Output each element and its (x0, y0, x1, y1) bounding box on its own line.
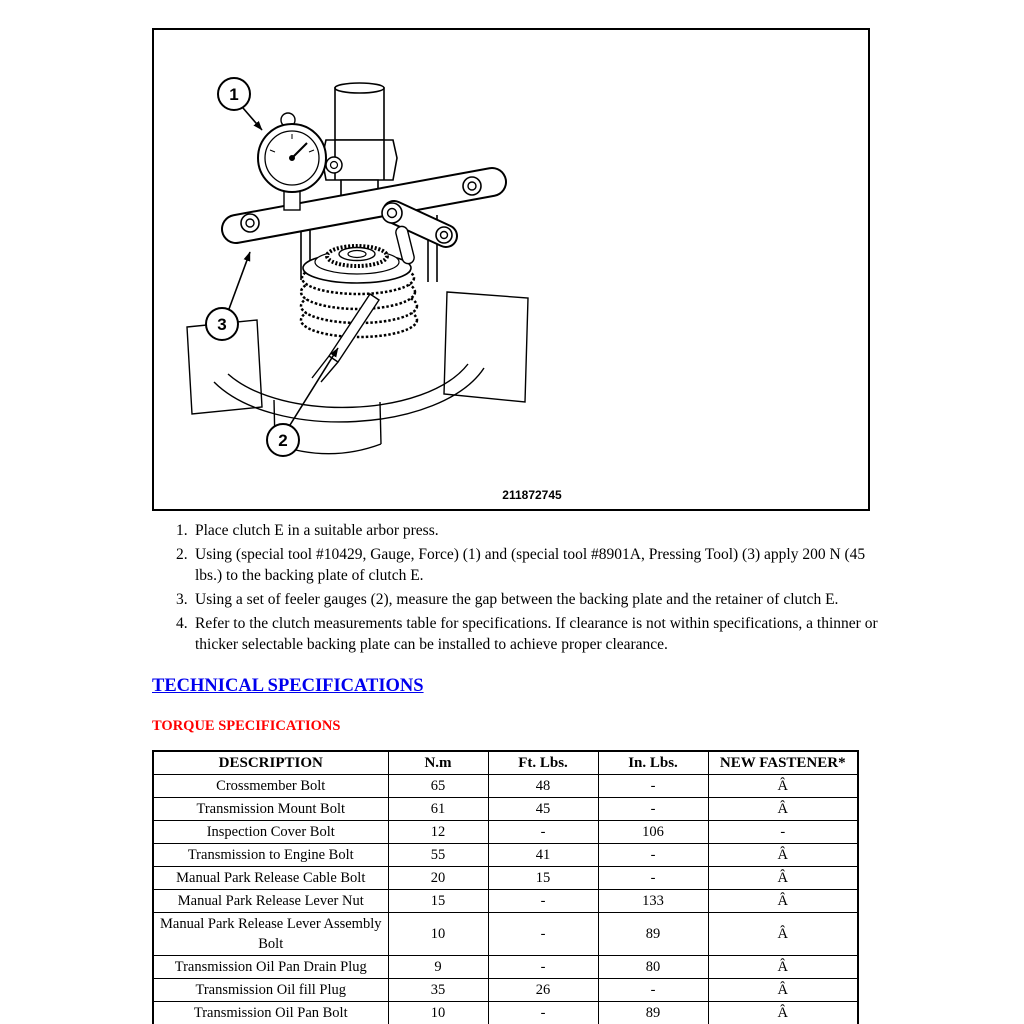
table-cell: 61 (388, 798, 488, 821)
column-header-inlbs: In. Lbs. (598, 751, 708, 775)
callout-1-arrow (243, 108, 262, 130)
column-header-description: DESCRIPTION (153, 751, 388, 775)
torque-specifications-table (152, 750, 859, 1024)
table-row (153, 867, 858, 890)
table-cell: - (488, 1002, 598, 1024)
table-cell: 133 (598, 890, 708, 913)
table-cell: Â (708, 775, 858, 798)
force-gauge (258, 113, 342, 210)
step-number: 1. (176, 522, 188, 539)
table-cell: 20 (388, 867, 488, 890)
table-cell: - (488, 821, 598, 844)
table-row (153, 798, 858, 821)
table-header-row (153, 751, 858, 775)
table-row (153, 890, 858, 913)
table-cell: - (598, 844, 708, 867)
table-cell: 89 (598, 913, 708, 956)
table-cell: - (598, 867, 708, 890)
figure-clutch-press (152, 28, 870, 511)
technical-specifications-heading[interactable]: TECHNICAL SPECIFICATIONS (152, 676, 424, 696)
instruction-step-1 (176, 520, 884, 541)
table-row (153, 956, 858, 979)
table-row (153, 913, 858, 956)
table-cell: - (488, 956, 598, 979)
table-cell: 80 (598, 956, 708, 979)
table-cell: 48 (488, 775, 598, 798)
step-number: 4. (176, 615, 188, 632)
step-text: Place clutch E in a suitable arbor press. (195, 522, 439, 539)
table-cell: Transmission Oil fill Plug (153, 979, 388, 1002)
table-cell: Â (708, 1002, 858, 1024)
table-row (153, 775, 858, 798)
table-row (153, 844, 858, 867)
figure-number: 211872745 (502, 488, 562, 502)
table-cell: 12 (388, 821, 488, 844)
step-number: 2. (176, 546, 188, 563)
table-cell: 9 (388, 956, 488, 979)
table-cell: 55 (388, 844, 488, 867)
table-cell: Â (708, 867, 858, 890)
instruction-step-4 (176, 613, 884, 655)
clutch-press-illustration (154, 30, 868, 509)
table-row (153, 1002, 858, 1024)
table-cell: 106 (598, 821, 708, 844)
table-cell: - (598, 798, 708, 821)
table-cell: Inspection Cover Bolt (153, 821, 388, 844)
table-cell: Transmission Oil Pan Drain Plug (153, 956, 388, 979)
step-text: Using (special tool #10429, Gauge, Force) (1) and (special tool #8901A, Pressing Tool) (3) apply 200 N (45 lbs.) to the backing plate of clutch E. (195, 546, 866, 584)
torque-specifications-heading: TORQUE SPECIFICATIONS (152, 718, 341, 734)
instruction-step-3 (176, 589, 884, 610)
column-header-newfastener: NEW FASTENER* (708, 751, 858, 775)
table-cell: Transmission to Engine Bolt (153, 844, 388, 867)
table-cell: Â (708, 956, 858, 979)
table-cell: Â (708, 979, 858, 1002)
table-cell: Manual Park Release Lever Assembly Bolt (153, 913, 388, 956)
column-header-ftlbs: Ft. Lbs. (488, 751, 598, 775)
table-cell: Â (708, 890, 858, 913)
table-cell: Â (708, 798, 858, 821)
column-header-nm: N.m (388, 751, 488, 775)
step-number: 3. (176, 591, 188, 608)
callout-3-label: 3 (217, 315, 227, 334)
callout-2-label: 2 (278, 431, 288, 450)
table-cell: - (488, 890, 598, 913)
table-cell: Manual Park Release Lever Nut (153, 890, 388, 913)
table-row (153, 979, 858, 1002)
table-cell: - (708, 821, 858, 844)
callout-2-arrow (290, 348, 338, 425)
table-cell: 10 (388, 1002, 488, 1024)
table-cell: - (598, 979, 708, 1002)
instruction-list (176, 520, 884, 658)
table-cell: 26 (488, 979, 598, 1002)
table-cell: 10 (388, 913, 488, 956)
callout-3-arrow (229, 252, 250, 309)
callout-1-label: 1 (229, 85, 239, 104)
table-cell: 15 (488, 867, 598, 890)
table-cell: Manual Park Release Cable Bolt (153, 867, 388, 890)
table-cell: 89 (598, 1002, 708, 1024)
table-cell: - (598, 775, 708, 798)
step-text: Using a set of feeler gauges (2), measure the gap between the backing plate and the retainer of clutch E. (195, 591, 839, 608)
table-cell: 45 (488, 798, 598, 821)
instruction-step-2 (176, 544, 884, 586)
table-cell: - (488, 913, 598, 956)
table-cell: 65 (388, 775, 488, 798)
step-text: Refer to the clutch measurements table for specifications. If clearance is not within specifications, a thinner or thicker selectable backing plate can be installed to achieve proper clearance. (195, 615, 878, 653)
table-cell: 35 (388, 979, 488, 1002)
table-cell: Â (708, 844, 858, 867)
table-cell: Â (708, 913, 858, 956)
table-row (153, 821, 858, 844)
table-cell: Transmission Mount Bolt (153, 798, 388, 821)
table-cell: Transmission Oil Pan Bolt (153, 1002, 388, 1024)
table-cell: Crossmember Bolt (153, 775, 388, 798)
table-cell: 41 (488, 844, 598, 867)
table-cell: 15 (388, 890, 488, 913)
